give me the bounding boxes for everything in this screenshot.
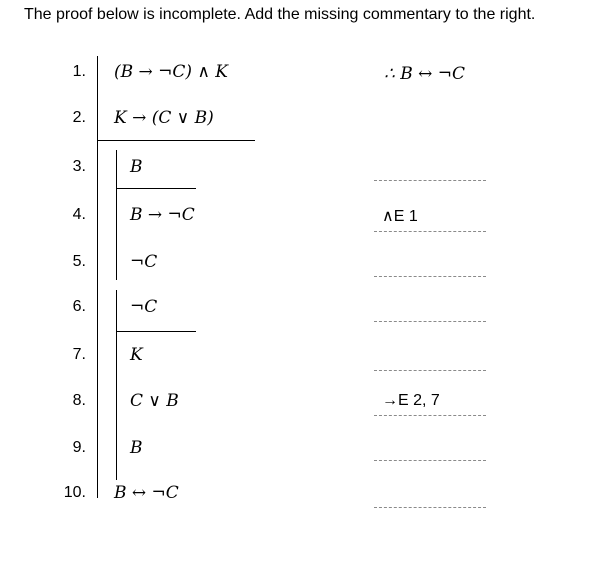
commentary-blank[interactable] <box>374 370 486 371</box>
line-formula: B <box>130 438 143 458</box>
line-formula: ¬C <box>130 297 158 317</box>
commentary-blank[interactable] <box>374 321 486 322</box>
line-formula: C ∨ B <box>130 391 179 411</box>
line-number: 3. <box>72 158 86 175</box>
commentary-blank[interactable] <box>374 460 486 461</box>
line-number: 5. <box>72 253 86 270</box>
commentary-blank[interactable] <box>374 415 486 416</box>
commentary-blank[interactable] <box>374 507 486 508</box>
subproof-2-scope-line <box>116 290 117 480</box>
line-formula: B <box>130 157 143 177</box>
line-number: 4. <box>72 206 86 223</box>
commentary-blank[interactable] <box>374 180 486 181</box>
premise-divider <box>97 140 255 141</box>
subproof-1-scope-line <box>116 150 117 280</box>
line-number: 1. <box>72 63 86 80</box>
instruction-text: The proof below is incomplete. Add the missing commentary to the right. <box>24 6 536 23</box>
line-formula: B ↔ ¬C <box>114 483 179 503</box>
subproof-2-assumption-divider <box>116 331 196 332</box>
line-formula: B → ¬C <box>130 205 195 225</box>
line-number: 7. <box>72 346 86 363</box>
main-scope-line <box>97 56 98 498</box>
line-formula: (B → ¬C) ∧ K <box>114 62 229 82</box>
line-commentary: ∧E 1 <box>382 208 418 225</box>
commentary-blank[interactable] <box>374 231 486 232</box>
commentary-blank[interactable] <box>374 276 486 277</box>
line-formula: K → (C ∨ B) <box>114 108 214 128</box>
subproof-1-assumption-divider <box>116 188 196 189</box>
line-number: 8. <box>72 392 86 409</box>
line-number: 10. <box>63 484 86 501</box>
line-formula: K <box>130 345 143 365</box>
line-commentary: →E 2, 7 <box>382 392 440 409</box>
conclusion: ∴ B ↔ ¬C <box>384 64 466 84</box>
line-number: 6. <box>72 298 86 315</box>
line-formula: ¬C <box>130 252 158 272</box>
line-number: 2. <box>72 109 86 126</box>
line-number: 9. <box>72 439 86 456</box>
